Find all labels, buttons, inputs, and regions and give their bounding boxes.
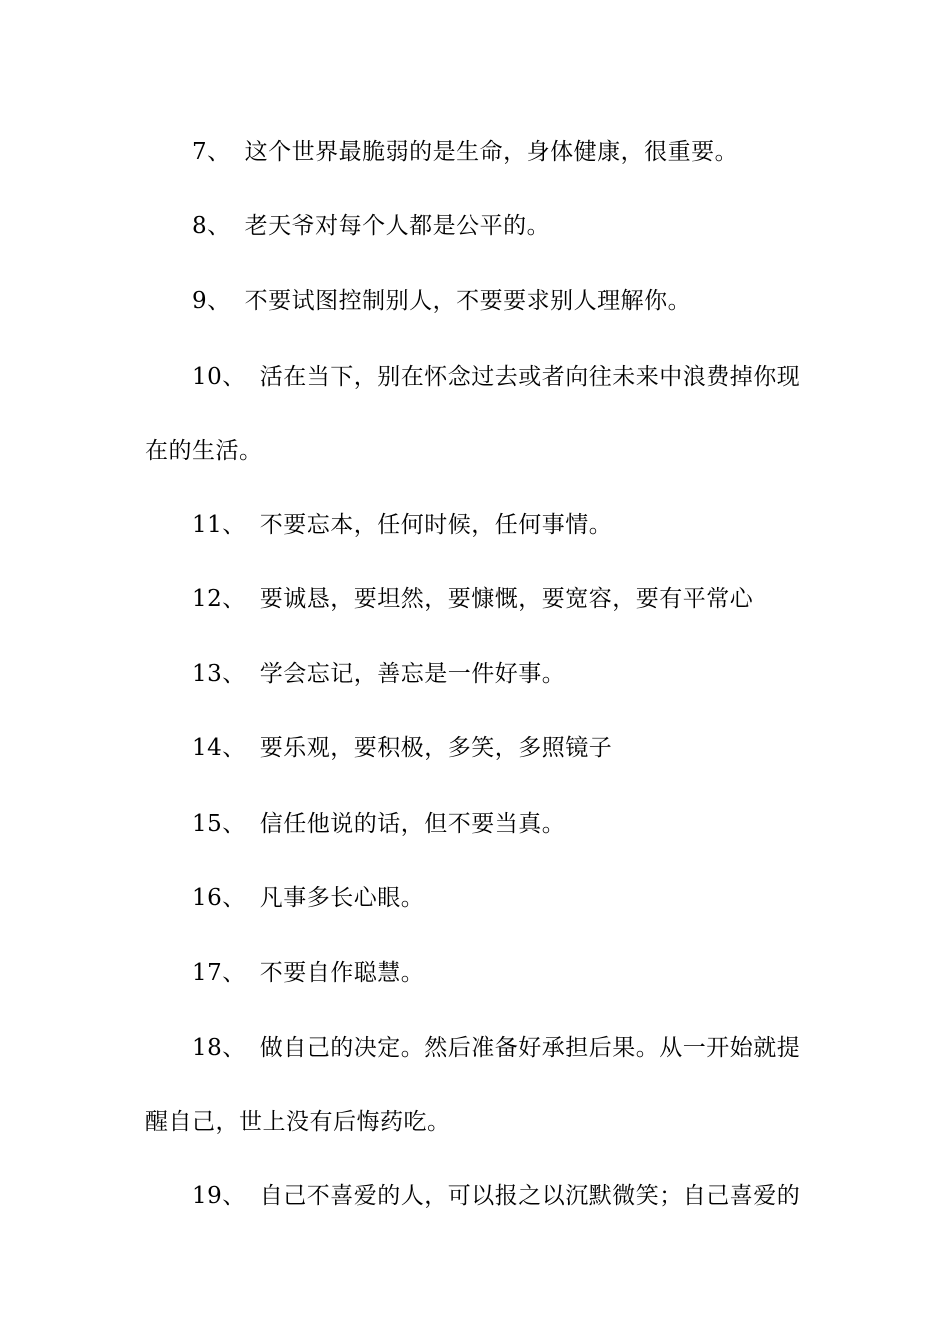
- item-text: 这个世界最脆弱的是生命，身体健康，很重要。: [244, 139, 739, 165]
- item-text: 做自己的决定。然后准备好承担后果。从一开始就提: [259, 1035, 801, 1061]
- item-separator: 、: [222, 735, 246, 761]
- item-separator: 、: [222, 586, 246, 612]
- item-separator: 、: [207, 213, 231, 239]
- item-separator: 、: [222, 1035, 246, 1061]
- list-item: [192, 1181, 800, 1211]
- item-separator: 、: [207, 288, 231, 314]
- item-text: 学会忘记，善忘是一件好事。: [259, 661, 566, 687]
- list-item: [192, 883, 424, 913]
- item-number: 18: [192, 1035, 223, 1061]
- item-text-continuation: 醒自己，世上没有后悔药吃。: [145, 1109, 451, 1135]
- item-text: 信任他说的话，但不要当真。: [259, 811, 566, 837]
- item-separator: 、: [222, 811, 246, 837]
- item-text: 老天爷对每个人都是公平的。: [244, 213, 551, 239]
- list-item-continuation: [145, 1107, 451, 1137]
- item-number: 19: [192, 1183, 223, 1209]
- list-item: [192, 733, 612, 763]
- item-text: 不要忘本，任何时候，任何事情。: [259, 512, 613, 538]
- item-number: 15: [192, 811, 223, 837]
- list-item: [192, 137, 738, 167]
- item-number: 13: [192, 661, 223, 687]
- item-number: 9: [192, 288, 208, 314]
- item-separator: 、: [222, 1183, 246, 1209]
- list-item: [192, 659, 565, 689]
- item-text: 要乐观，要积极，多笑，多照镜子: [259, 735, 613, 761]
- list-item: [192, 809, 565, 839]
- item-text: 不要自作聪慧。: [259, 960, 425, 986]
- list-item: [192, 510, 612, 540]
- item-text: 不要试图控制别人，不要要求别人理解你。: [244, 288, 692, 314]
- item-number: 7: [192, 139, 208, 165]
- list-item: [192, 958, 424, 988]
- item-separator: 、: [222, 960, 246, 986]
- item-number: 8: [192, 213, 208, 239]
- item-number: 17: [192, 960, 223, 986]
- item-text-continuation: 在的生活。: [145, 438, 263, 464]
- item-separator: 、: [222, 364, 246, 390]
- list-item: [192, 584, 753, 614]
- item-text: 活在当下，别在怀念过去或者向往未来中浪费掉你现: [259, 364, 801, 390]
- item-separator: 、: [222, 661, 246, 687]
- item-number: 11: [192, 512, 223, 538]
- list-item-continuation: [145, 436, 263, 466]
- item-text: 自己不喜爱的人，可以报之以沉默微笑；自己喜爱的: [259, 1183, 801, 1209]
- list-item: [192, 362, 800, 392]
- item-number: 16: [192, 885, 223, 911]
- item-separator: 、: [222, 512, 246, 538]
- item-separator: 、: [207, 139, 231, 165]
- list-item: [192, 1033, 800, 1063]
- item-text: 要诚恳，要坦然，要慷慨，要宽容，要有平常心: [259, 586, 754, 612]
- item-number: 10: [192, 364, 223, 390]
- item-text: 凡事多长心眼。: [259, 885, 425, 911]
- item-number: 12: [192, 586, 223, 612]
- list-item: [192, 211, 550, 241]
- item-number: 14: [192, 735, 223, 761]
- item-separator: 、: [222, 885, 246, 911]
- list-item: [192, 286, 691, 316]
